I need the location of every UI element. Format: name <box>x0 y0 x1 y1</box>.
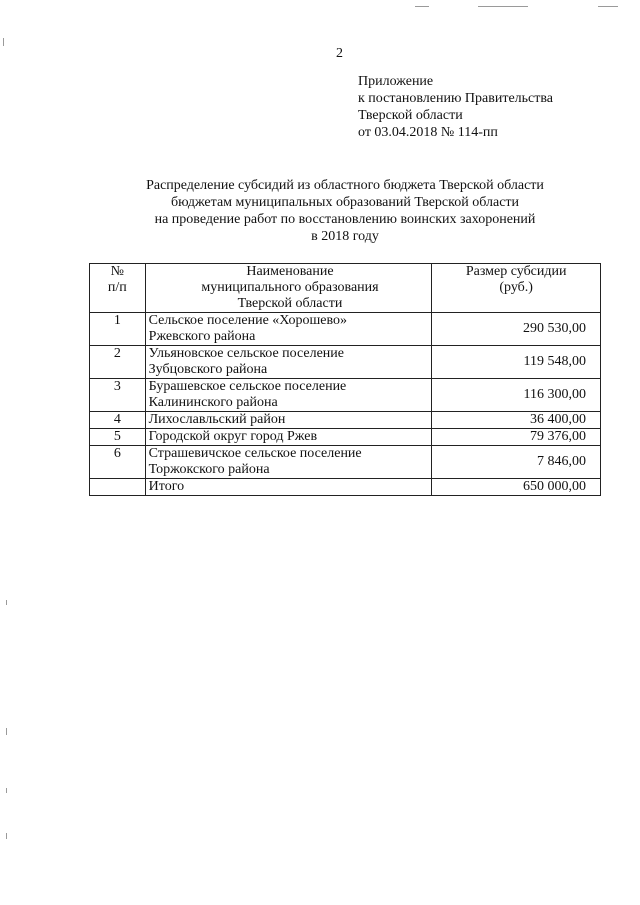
table-row <box>90 446 601 479</box>
scan-mark-left-4 <box>6 788 7 793</box>
row-name: Городской округ город Ржев <box>145 429 432 446</box>
table-header-row <box>90 264 601 313</box>
row-name: Ульяновское сельское поселение Зубцовского района <box>145 346 432 379</box>
page-number: 2 <box>336 46 343 61</box>
scan-mark-left-5 <box>6 833 7 839</box>
scan-mark-top-3 <box>598 6 618 7</box>
table-total-row <box>90 479 601 496</box>
table-row <box>90 429 601 446</box>
scan-mark-left-1 <box>3 38 4 46</box>
total-number-cell <box>90 479 146 496</box>
title-line-1: Распределение субсидий из областного бюджета Тверской области <box>146 178 544 193</box>
row-amount: 36 400,00 <box>432 412 601 429</box>
appendix-line-2: к постановлению Правительства <box>358 91 554 106</box>
header-amount: Размер субсидии (руб.) <box>432 264 601 313</box>
appendix-line-1: Приложение <box>358 74 434 89</box>
row-name: Бурашевское сельское поселение Калининского района <box>145 379 432 412</box>
appendix-header <box>358 73 553 141</box>
row-amount: 290 530,00 <box>432 313 601 346</box>
row-number: 2 <box>90 346 146 379</box>
document-title <box>90 177 600 245</box>
row-amount: 7 846,00 <box>432 446 601 479</box>
row-number: 4 <box>90 412 146 429</box>
total-amount: 650 000,00 <box>432 479 601 496</box>
header-number: № п/п <box>90 264 146 313</box>
row-number: 3 <box>90 379 146 412</box>
row-name: Лихославльский район <box>145 412 432 429</box>
row-number: 1 <box>90 313 146 346</box>
title-line-3: на проведение работ по восстановлению воинских захоронений <box>154 212 536 227</box>
header-name: Наименование муниципального образования Тверской области <box>145 264 432 313</box>
table-row <box>90 346 601 379</box>
row-amount: 116 300,00 <box>432 379 601 412</box>
table-row <box>90 313 601 346</box>
row-number: 6 <box>90 446 146 479</box>
row-amount: 119 548,00 <box>432 346 601 379</box>
subsidy-table <box>89 263 601 496</box>
scan-mark-top-2 <box>478 6 528 7</box>
table-row <box>90 412 601 429</box>
appendix-line-3: Тверской области <box>358 108 463 123</box>
row-number: 5 <box>90 429 146 446</box>
row-name: Страшевичское сельское поселение Торжокского района <box>145 446 432 479</box>
appendix-line-4: от 03.04.2018 № 114-пп <box>358 125 498 140</box>
table-row <box>90 379 601 412</box>
title-line-2: бюджетам муниципальных образований Тверской области <box>170 195 520 210</box>
row-amount: 79 376,00 <box>432 429 601 446</box>
scan-mark-left-3 <box>6 728 7 735</box>
scan-mark-top-1 <box>415 6 429 7</box>
row-name: Сельское поселение «Хорошево» Ржевского района <box>145 313 432 346</box>
scan-mark-left-2 <box>6 600 7 605</box>
total-label: Итого <box>145 479 432 496</box>
title-line-4: в 2018 году <box>311 229 379 244</box>
